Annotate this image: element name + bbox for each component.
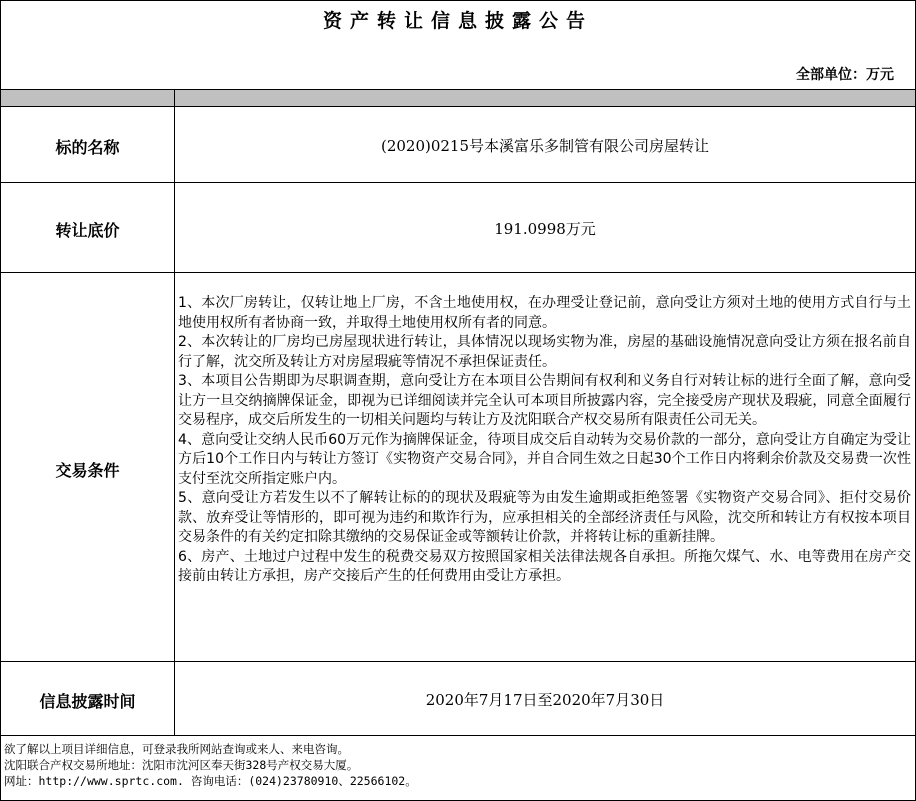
subject-value: (2020)0215号本溪富乐多制管有限公司房屋转让: [380, 137, 710, 155]
row-divider: [1, 661, 915, 662]
condition-item: 2、本次转让的厂房均已房屋现状进行转让，具体情况以现场实物为准，房屋的基础设施情况意向受让方须在报名前自行了解，沈交所及转让方对房屋瑕疵等情况不承担保证责任。: [178, 334, 911, 370]
column-divider: [174, 89, 175, 736]
condition-item: 3、本项目公告期即为尽职调查期，意向受让方在本项目公告期间有权利和义务自行对转让标的进行全面了解，意向受让方一旦交纳摘牌保证金，即视为已详细阅读并完全认可本项目所披露内容，完全接受房产现状及瑕疵，同意全面履行交易程序，成交后所发生的一切相关问题均与转让方及沈阳联合产权交易所有限责任公司无关。: [178, 373, 911, 428]
subject-label: 标的名称: [55, 138, 120, 157]
footer-contact: 网址：http://www.sprtc.com. 咨询电话：(024)23780910、22566102。: [4, 774, 417, 788]
row-divider: [1, 735, 915, 736]
disclosure-label: 信息披露时间: [39, 692, 136, 711]
conditions-label: 交易条件: [55, 461, 120, 480]
condition-item: 5、意向受让方若发生以不了解转让标的的现状及瑕疵等为由发生逾期或拒绝签署《实物资产交易合同》、拒付交易价款、放弃受让等情形的，即可视为违约和欺诈行为，应承担相关的全部经济责任与风险，沈交所和转让方有权按本项目交易条件的有关约定扣除其缴纳的交易保证金或等额转让价款，并将转让标的重新挂牌。: [178, 490, 911, 545]
conditions-text: [178, 294, 911, 587]
row-divider: [1, 182, 915, 183]
condition-item: 1、本次厂房转让，仅转让地上厂房，不含土地使用权，在办理受让登记前，意向受让方须对土地的使用方式自行与土地使用权所有者协商一致，并取得土地使用权所有者的同意。: [178, 295, 911, 331]
footer-address: 沈阳联合产权交易所地址：沈阳市沈河区奉天街328号产权交易大厦。: [4, 758, 359, 772]
footer-line: 欲了解以上项目详细信息，可登录我所网站查询或来人、来电咨询。: [4, 742, 349, 756]
price-value: 191.0998万元: [494, 220, 596, 238]
row-divider: [1, 89, 915, 90]
price-label: 转让底价: [55, 221, 120, 240]
unit-note: 全部单位：万元: [796, 67, 894, 83]
page-title: 资产转让信息披露公告: [322, 10, 593, 32]
row-divider: [1, 272, 915, 273]
condition-item: 4、意向受让交纳人民币60万元作为摘牌保证金，待项目成交后自动转为交易价款的一部分，意向受让方自确定为受让方后10个工作日内与转让方签订《实物资产交易合同》，并自合同生效之日起30个工作日内将剩余价款及交易费一次性支付至沈交所指定账户内。: [178, 431, 911, 487]
condition-item: 6、房产、土地过户过程中发生的税费交易双方按照国家相关法律法规各自承担。所拖欠煤气、水、电等费用在房产交接前由转让方承担，房产交接后产生的任何费用由受让方承担。: [178, 548, 911, 584]
footer-notes: [4, 741, 909, 789]
disclosure-value: 2020年7月17日至2020年7月30日: [425, 691, 665, 709]
table-header-band: [1, 89, 915, 106]
row-divider: [1, 106, 915, 107]
